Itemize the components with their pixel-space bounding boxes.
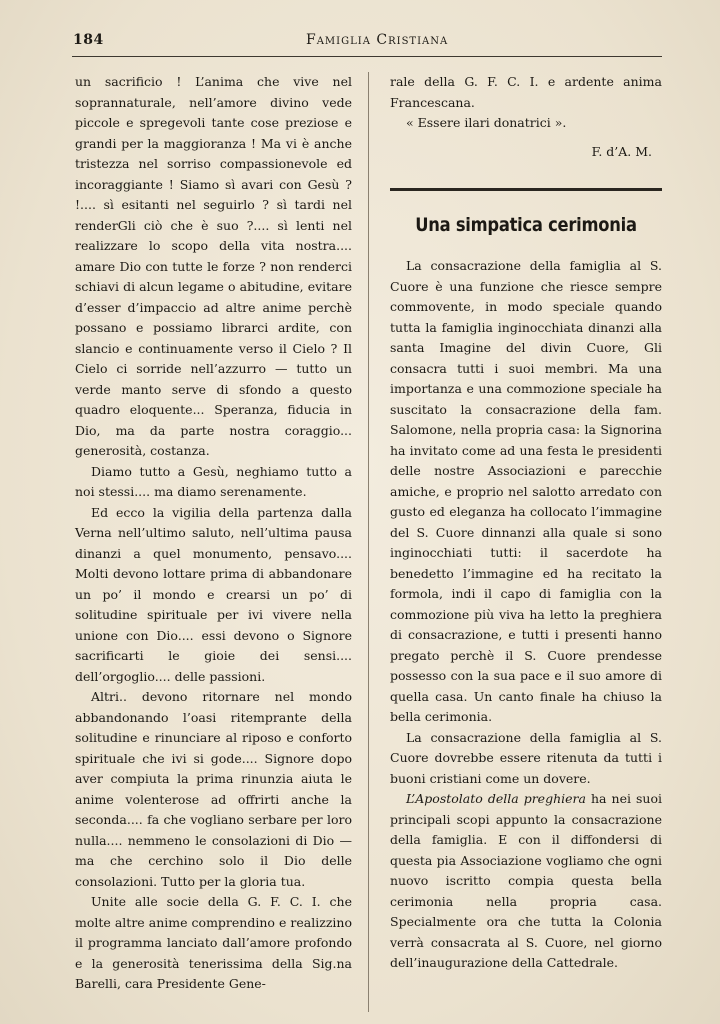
article-italic-name: L’Apostolato della preghiera xyxy=(406,791,586,806)
left-paragraph-3: Ed ecco la vigilia della partenza dalla Verna nell’ultimo saluto, nell’ultima pausa dinanzi a quel monumento, pensavo.... Molti devono lottare prima di abbandonare un po’ il mondo e crearsi un po’ di solitudine spirituale per ivi vivere nella unione con Dio.... essi devono o Signore sacrificarti le gioie dei sensi.... dell’orgoglio.... delle passioni. xyxy=(75,504,352,684)
article-paragraph-3-text: ha nei suoi principali scopi appunto la consacrazione della famiglia. E con il diffondersi di questa pia Associazione vogliamo che ogni nuovo iscritto compia questa bella cerimonia nella propria casa. Specialmente ora che tutta la Colonia verrà consacrata al S. Cuore, nel giorno dell’inaugurazione della Cattedrale. xyxy=(390,791,663,970)
left-paragraph-4: Altri.. devono ritornare nel mondo abbandonando l’oasi ritemprante della solitudine e rinunciare al riposo e conforto spirituale che ivi si gode.... Signore dopo aver compiuta la prima rinunzia aiuta le anime volenterose ad offrirti anche la seconda.... fa che vogliano serbare per loro nulla.... nemmeno le consolazioni di Dio — ma che cerchino solo il Dio delle consolazioni. Tutto per la gloria tua. xyxy=(75,689,352,889)
article-paragraph-1: La consacrazione della famiglia al S. Cuore è una funzione che riesce sempre commovente, in modo speciale quando tutta la famiglia inginocchiata dinanzi alla santa Imagine del divin Cuore, Gli consacra tutti i suoi membri. Ma una importanza e una commozione speciale ha suscitato la consacrazione della fam. Salomone, nella propria casa: la Signorina ha invitato come ad una festa le presidenti delle nostre Associazioni e parecchie amiche, e proprio nel salotto arredato con gusto ed eleganza ha collocato l’immagine del S. Cuore dinnanzi alla quale si sono inginocchiati tutti: il sacerdote ha benedetto l’immagine ed ha recitato la formola, indi il capo di famiglia con la commozione più viva ha letto la preghiera di consacrazione, e tutti i presenti hanno pregato perchè il S. Cuore prendesse possesso con la sua pace e il suo amore di quella casa. Un canto finale ha chiuso la bella cerimonia. xyxy=(390,258,662,724)
article-paragraph-3 xyxy=(390,789,662,974)
header-rule xyxy=(72,56,662,57)
page-number: 184 xyxy=(73,32,104,48)
author-signature: F. d’A. M. xyxy=(591,143,652,159)
right-quote-paragraph: « Essere ilari donatrici ». xyxy=(406,115,567,130)
column-divider xyxy=(368,72,369,1012)
left-paragraph-2: Diamo tutto a Gesù, neghiamo tutto a noi stessi.... ma diamo serenamente. xyxy=(75,463,352,499)
article-body xyxy=(390,256,662,974)
article-paragraph-2: La consacrazione della famiglia al S. Cuore dovrebbe essere ritenuta da tutti i buoni cristiani come un dovere. xyxy=(390,729,662,786)
running-title: Famiglia Cristiana xyxy=(306,32,449,48)
right-continuation-paragraph: rale della G. F. C. I. e ardente anima Francescana. xyxy=(390,74,662,110)
article-title: Una simpatica cerimonia xyxy=(415,214,637,236)
section-rule xyxy=(390,188,662,191)
right-column-top xyxy=(390,72,662,162)
left-paragraph-5: Unite alle socie della G. F. C. I. che molte altre anime comprendino e realizzino il programma lanciato dall’amore profondo e la generosità tenerissima della Sig.na Barelli, cara Presidente Gene- xyxy=(75,894,352,991)
left-paragraph-1: un sacrificio ! L’anima che vive nel soprannaturale, nell’amore divino vede piccole e spregevoli tante cose preziose e grandi per la maggioranza ! Ma vi è anche tristezza nel sorriso compassionevole ed incoraggiante ! Siamo sì avari con Gesù ? !.... sì esitanti nel seguirlo ? sì tardi nel renderGli ciò che è suo ?.... sì lenti nel realizzare lo scopo della vita nostra.... amare Dio con tutte le forze ? non renderci schiavi di alcun legame o abitudine, evitare d’esser d’impaccio ad altre anime perchè possano e possiamo librarci ardite, con slancio e continuamente verso il Cielo ? Il Cielo ci sorride nell’azzurro — tutto un verde manto serve di sfondo a questo quadro eloquente... Speranza, fiducia in Dio, ma da parte nostra coraggio... generosità, costanza. xyxy=(75,74,352,458)
left-column xyxy=(75,72,352,995)
